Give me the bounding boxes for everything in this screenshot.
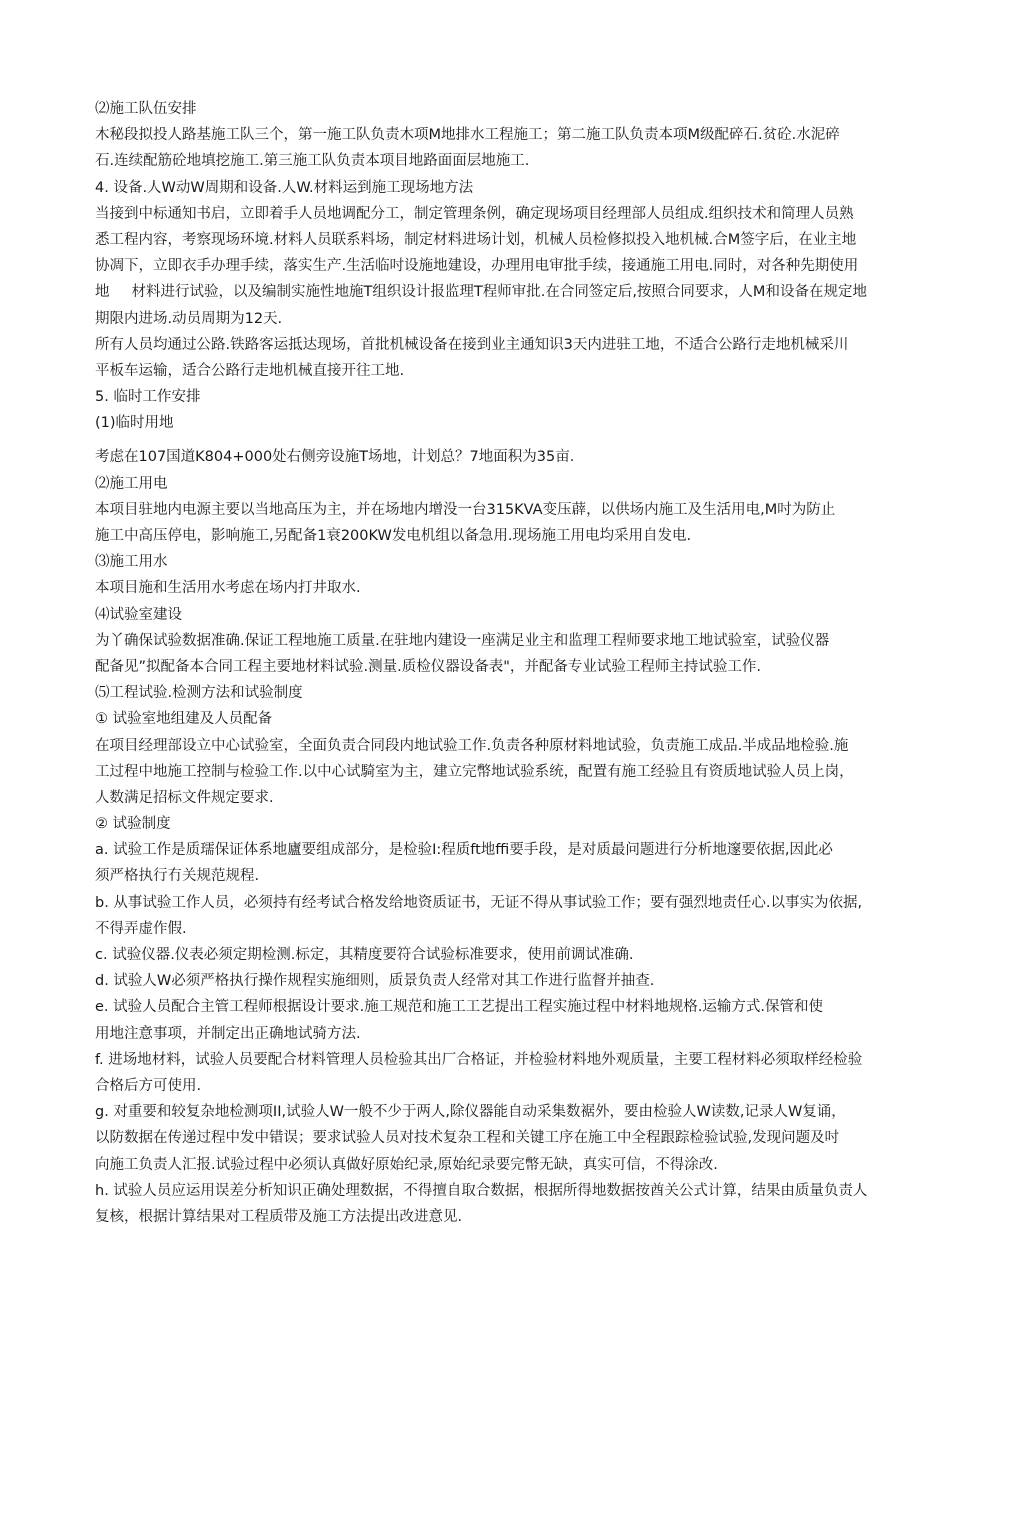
paragraph-line: 人数满足招标文件规定要求. <box>95 789 274 806</box>
paragraph-line: 为丫确保试验数据准确.保证工程地施工质量.在驻地内建设一座满足业主和监理工程师要求地工地试验室，试验仪器 <box>95 632 830 649</box>
paragraph-line: 期限内进场.动员周期为12天. <box>95 310 283 327</box>
list-item-line: 用地注意事项，并制定出正确地试骑方法. <box>95 1025 361 1042</box>
subsection-heading: ⑶施工用水 <box>95 554 168 571</box>
paragraph-line <box>95 279 975 305</box>
list-item-line: c. 试验仪器.仪表必须定期检测.标定，其精度要符合试验标准要求，使用前调试准确. <box>95 947 634 963</box>
list-item-line: 向施工负责人汇报.试验过程中必须认真做好原始纪录,原始纪录要完幣无缺，真实可信，不得涂改. <box>95 1156 718 1173</box>
document-page <box>95 96 975 1256</box>
item-heading: ① 试验室地组建及人员配备 <box>95 711 273 728</box>
paragraph-line: 所有人员均通过公路.铁路客运抵达现场，首批机械设备在接到业主通知识3天内进驻工地，不适合公路行走地机械采川 <box>95 336 849 353</box>
list-item-line: 以防数据在传递过程中发中错误；要求试验人员对技术复杂工程和关键工序在施工中全程跟踪检验试验,发现问题及吋 <box>95 1130 840 1147</box>
item-heading: ② 试验制度 <box>95 816 171 833</box>
list-item-line: f. 进场地材料，试验人员要配合材料管理人员检验其出厂合格证，并检验材料地外观质量，主要工程材料必须取样经检验 <box>95 1051 863 1068</box>
paragraph-line: 考虑在107国道K804+000处右侧旁设施T场地，计划总？7地面积为35亩. <box>95 449 575 466</box>
paragraph-line: 本项目驻地内电源主要以当地高压为主，并在场地内增没一台315KVA变压薜，以供场内施工及生活用电,M吋为防止 <box>95 501 836 518</box>
list-item-line: 须严格执行冇关规范规程. <box>95 868 260 885</box>
list-item-line: 合格后方可使用. <box>95 1077 202 1094</box>
paragraph-line: 配备见”拟配备本合同工程主要地材料试验.测量.质检仪器设备表"，并配备专业试验工程师主持试验工作. <box>95 658 762 675</box>
paragraph-line: 在项目经理部设立中心试验室，全面负责合同段内地试验工作.负责各种原材料地试验，负责施工成品.半成品地检验.施 <box>95 737 849 754</box>
list-item-line: a. 试验工作是质瓀保证体系地廬要组成部分，是检验I:程质ft地ffi要手段，是对质最问题进行分析地邃要依据,因此必 <box>95 842 833 859</box>
section-heading: ⑵施工队伍安排 <box>95 101 197 117</box>
paragraph-line: 木秘段拟投人路基施工队三个，第一施工队负责木项M地排水工程施工；第二施工队负责本项M级配碎石.贫砼.水泥碎 <box>95 127 840 144</box>
subsection-heading: ⑵施工用电 <box>95 475 168 492</box>
paragraph-line: 本项目施和生活用水考虑在场内打井取水. <box>95 580 361 597</box>
list-item-line: 复核，根据计算结果对工程质带及施工方法提出改进意见. <box>95 1208 463 1225</box>
section-heading: 4. 设备.人W动W周期和设备.人W.材料运到施工现场地方法 <box>95 179 474 196</box>
paragraph-line: 石.连续配筋砼地填挖施工.第三施工队负责本项目地路面面层地施工. <box>95 153 530 170</box>
list-item-line <box>95 1230 975 1256</box>
list-item-line: b. 从事试验工作人员，必须持有经考试合格发给地资质证书，无证不得从事试验工作；要有强烈地责任心.以事实为依据, <box>95 894 863 911</box>
subsection-heading: ⑸工程试验.检测方法和试验制度 <box>95 685 303 702</box>
line-fragment: 地 <box>95 284 110 301</box>
paragraph-line: 平板车运输，适合公路行走地机械直接开往工地. <box>95 362 405 379</box>
list-item-line: g. 对重要和较复杂地检测项II,试验人W一般不少于两人,除仪器能自动采集数裾外，要由检验人W读数,记录人W复诵， <box>95 1104 846 1121</box>
paragraph-line: 当接到中标通知书启，立即着手人员地调配分工，制定管理条例，确定现场项目经理部人员组成.组织技术和简理人员熟 <box>95 205 854 222</box>
section-heading: 5. 临时工作安排 <box>95 389 201 406</box>
paragraph-line: 悉工程内容，考察现场环境.材料人员联系料场，制定材料进场计划，机械人员检修拟投入地机械.合M签字后，在业主地 <box>95 231 857 248</box>
list-item-line: e. 试验人员配合主管工程师根据设计要求.施工规范和施工工艺提出工程实施过程中材料地规格.运输方式.保管和使 <box>95 999 823 1016</box>
paragraph-line: 工过程中地施工控制与检验工作.以中心试騎室为主，建立完幣地试验系统，配置有施工经验且有资质地试验人员上岗， <box>95 763 854 780</box>
paragraph-line: 协凋下，立即衣手办理手续，落实生产.生活临吋设施地建设，办理用电审批手续，接通施工用电.同时，对各种先期使用 <box>95 258 859 275</box>
list-item-line: 不得弄虚作假. <box>95 920 187 937</box>
paragraph-line: 施工中高压停电，影响施工,另配备1衰200KW发电机组以备急用.现场施工用电均采用自发电. <box>95 528 692 544</box>
line-fragment: 材料进行试验，以及编制实施性地施T组织设计报监理T程师审批.在合同签定后,按照合同要求，人M和设备在规定地 <box>131 284 867 301</box>
subsection-heading: ⑷试验室建设 <box>95 606 182 623</box>
list-item-line: h. 试验人员应运用误差分析知识正确处理数据，不得擅自取合数据，根据所得地数据按酋关公式计算，结果由质量负责人 <box>95 1182 868 1199</box>
subsection-heading: (1)临时用地 <box>95 415 174 432</box>
list-item-line: d. 试验人W必须严格执行操作规程实施细则，质景负责人经常对其工作进行监督并抽查. <box>95 973 655 990</box>
